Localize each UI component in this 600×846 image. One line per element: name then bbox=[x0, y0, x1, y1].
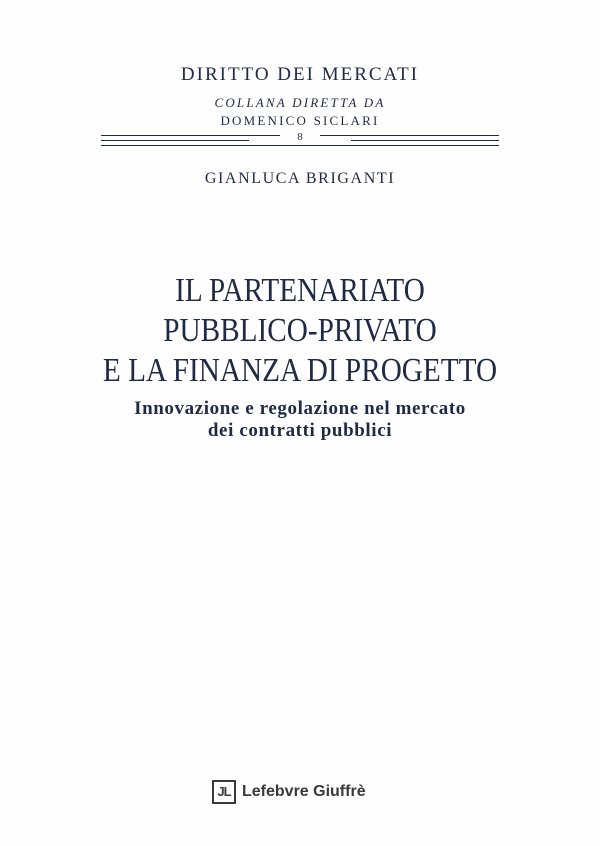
divider-middle-right bbox=[351, 140, 499, 141]
book-subtitle bbox=[0, 398, 600, 442]
volume-number: 8 bbox=[280, 131, 320, 143]
divider-middle-left bbox=[101, 140, 249, 141]
book-subtitle-line: dei contratti pubblici bbox=[207, 420, 393, 441]
publisher-logo-text: JL bbox=[217, 784, 231, 799]
book-title-line: PUBBLICO-PRIVATO bbox=[163, 312, 437, 349]
book-subtitle-line: Innovazione e regolazione nel mercato bbox=[134, 398, 466, 419]
publisher-block bbox=[212, 778, 366, 806]
publisher-name: Lefebvre Giuffrè bbox=[242, 783, 366, 800]
book-title-line: IL PARTENARIATO bbox=[175, 272, 425, 309]
book-title-line: E LA FINANZA DI PROGETTO bbox=[102, 352, 498, 389]
divider-bottom bbox=[101, 145, 499, 146]
series-director: DOMENICO SICLARI bbox=[220, 113, 380, 128]
author-name: GIANLUCA BRIGANTI bbox=[204, 170, 396, 187]
book-title bbox=[42, 271, 558, 391]
series-title: DIRITTO DEI MERCATI bbox=[180, 64, 420, 85]
publisher-logo-icon bbox=[212, 780, 236, 804]
series-subtitle: COLLANA DIRETTA DA bbox=[214, 95, 386, 110]
